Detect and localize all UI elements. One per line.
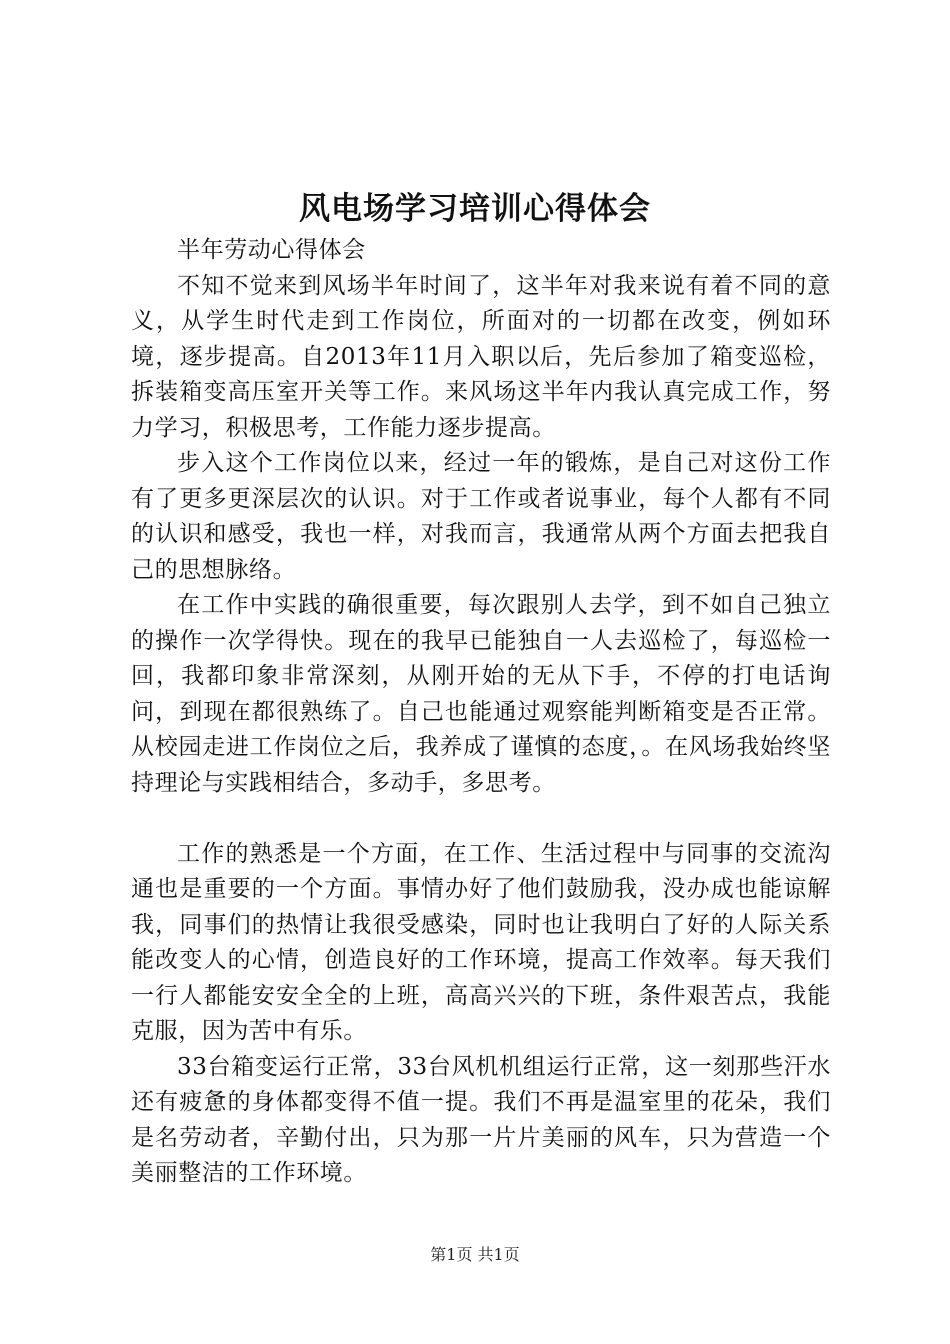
paragraph-subtitle: 半年劳动心得体会 <box>177 237 366 263</box>
document-body <box>131 233 831 1192</box>
paragraph: 不知不觉来到风场半年时间了，这半年对我来说有着不同的意义，从学生时代走到工作岗位，所面对的一切都在改变，例如环境，逐步提高。自2013年11月入职以后，先后参加了箱变巡检，拆装箱变高压室开关等工作。来风场这半年内我认真完成工作，努力学习，积极思考，工作能力逐步提高。 <box>131 272 831 441</box>
document-title: 风电场学习培训心得体会 <box>299 191 651 227</box>
page-number-footer: 第1页 共1页 <box>430 1245 520 1264</box>
paragraph: 在工作中实践的确很重要，每次跟别人去学，到不如自己独立的操作一次学得快。现在的我早已能独自一人去巡检了，每巡检一回，我都印象非常深刻，从刚开始的无从下手，不停的打电话询问，到现在都很熟练了。自己也能通过观察能判断箱变是否正常。从校园走进工作岗位之后，我养成了谨慎的态度，。在风场我始终坚持理论与实践相结合，多动手，多思考。 <box>131 592 831 796</box>
paragraph: 工作的熟悉是一个方面，在工作、生活过程中与同事的交流沟通也是重要的一个方面。事情办好了他们鼓励我，没办成也能谅解我，同事们的热情让我很受感染，同时也让我明白了好的人际关系能改变人的心情，创造良好的工作环境，提高工作效率。每天我们一行人都能安安全全的上班，高高兴兴的下班，条件艰苦点，我能克服，因为苦中有乐。 <box>131 840 831 1044</box>
paragraph: 步入这个工作岗位以来，经过一年的锻炼，是自己对这份工作有了更多更深层次的认识。对于工作或者说事业，每个人都有不同的认识和感受，我也一样，对我而言，我通常从两个方面去把我自己的思想脉络。 <box>131 450 831 583</box>
paragraph: 33台箱变运行正常，33台风机机组运行正常，这一刻那些汗水还有疲惫的身体都变得不值一提。我们不再是温室里的花朵，我们是名劳动者，辛勤付出，只为那一片片美丽的风车，只为营造一个美丽整洁的工作环境。 <box>131 1053 831 1186</box>
